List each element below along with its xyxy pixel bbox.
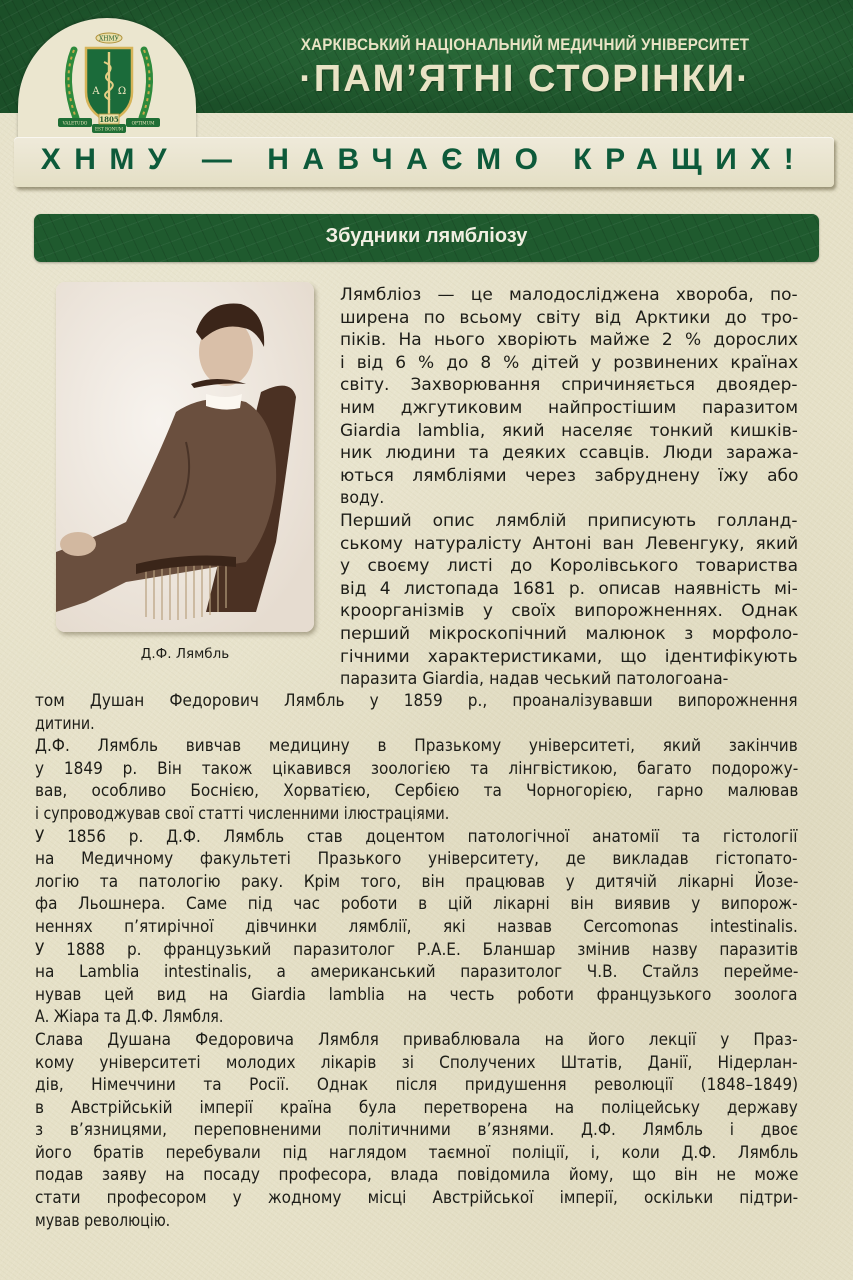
slogan-text: ХНМУ — НАВЧАЄМО КРАЩИХ! bbox=[40, 143, 808, 176]
article-line: У 1888 р. французький паразитолог Р.А.Е. Бланшар змінив назву паразитів bbox=[35, 939, 799, 960]
article-line: Перший опис лямблій приписують голланд- bbox=[340, 510, 798, 531]
article-line: ються лямбліями через забруднену їжу або bbox=[340, 465, 799, 486]
article-line: з в’язницями, переповненими політичними в’язнями. Д.Ф. Лямбль і двоє bbox=[35, 1120, 799, 1141]
article-line: ним джгутиковим найпростішим паразитом bbox=[340, 397, 799, 418]
article-line: логію та патологію раку. Крім того, він працював у дитячій лікарні Йозе- bbox=[35, 871, 799, 892]
article-line: світу. Захворювання спричиняється двоядер- bbox=[340, 375, 798, 396]
logo-top-text: ХНМУ bbox=[99, 35, 119, 43]
article-line: том Душан Федорович Лямбль у 1859 р., проаналізувавши випорожнення bbox=[35, 691, 798, 711]
logo-omega: Ω bbox=[117, 86, 127, 97]
logo-motto-right: OPTIMUM bbox=[131, 120, 155, 126]
article-line: воду. bbox=[340, 488, 385, 509]
university-crest-logo bbox=[54, 30, 164, 138]
article-text-full-width bbox=[35, 690, 798, 1232]
article-line: неннях п’ятирічної дівчинки лямблії, які назвав Cercomonas intestinalis. bbox=[35, 916, 798, 937]
article-line: і від 6 % до 8 % дітей у розвинених країнах bbox=[340, 352, 799, 373]
series-title: ·ПАМ’ЯТНІ СТОРІНКИ· bbox=[299, 58, 751, 100]
article-line: фа Льошнера. Саме під час роботи в цій лікарні він виявив у випорож- bbox=[35, 894, 798, 915]
logo-year: 1805 bbox=[99, 115, 119, 124]
portrait-illustration bbox=[56, 282, 314, 632]
article-line: дитини. bbox=[35, 713, 95, 734]
article-line: перший мікроскопічний малюнок з морфоло- bbox=[340, 623, 799, 644]
logo-motto-center: EST BONUM bbox=[94, 126, 124, 132]
article-line: Лямбліоз — це малодосліджена хвороба, по- bbox=[340, 285, 798, 305]
article-line: стати професором у жодному місці Австрійської імперії, оскільки підтри- bbox=[35, 1188, 799, 1209]
article-line: Giardia lamblia, який населяє тонкий кишків- bbox=[340, 420, 798, 441]
article-line: ник людини та деяких ссавців. Люди заража- bbox=[340, 443, 799, 464]
photo-caption: Д.Ф. Лямбль bbox=[140, 646, 230, 662]
article-line: гічними характеристиками, що ідентифікують bbox=[340, 646, 798, 667]
article-line: і супроводжував свої статті численними ілюстраціями. bbox=[35, 803, 450, 824]
portrait-photo bbox=[56, 282, 314, 632]
article-line: у 1849 р. Він також цікавився зоологією та лінгвістикою, багато подорожу- bbox=[35, 758, 799, 779]
article-line: його братів перебували під наглядом таємної поліції, і, коли Д.Ф. Лямбль bbox=[35, 1142, 799, 1163]
article-line: кому університеті молодих лікарів зі Сполучених Штатів, Данії, Нідерлан- bbox=[35, 1052, 798, 1073]
article-line: від 4 листопада 1681 р. описав наявність мі- bbox=[340, 578, 798, 599]
article-line: вав, особливо Боснією, Хорватією, Сербією та Чорногорією, гарно малював bbox=[35, 781, 799, 802]
article-line: ському натуралісту Антоні ван Левенгуку, який bbox=[340, 533, 799, 554]
university-name: ХАРКІВСЬКИЙ НАЦІОНАЛЬНИЙ МЕДИЧНИЙ УНІВЕРСИТЕТ bbox=[300, 36, 750, 54]
article-line: нував цей вид на Giardia lamblia на честь роботи французького зоолога bbox=[35, 984, 798, 1005]
article-line: ширена по всьому світу від Арктики до тро- bbox=[340, 307, 799, 328]
article-line: У 1856 р. Д.Ф. Лямбль став доцентом патологічної анатомії та гістології bbox=[35, 826, 798, 847]
section-title: Збудники лямбліозу bbox=[325, 225, 528, 247]
article-line: мував революцію. bbox=[35, 1210, 171, 1231]
logo-motto-left: VALETUDO bbox=[62, 120, 88, 126]
article-line: в Австрійській імперії країна була перетворена на поліцейську державу bbox=[35, 1097, 798, 1118]
article-line: дів, Німеччини та Росії. Однак після придушення революції (1848–1849) bbox=[35, 1075, 799, 1096]
article-line: на Lamblia intestinalis, а американський паразитолог Ч.В. Стайлз переймe- bbox=[35, 962, 799, 983]
article-line: Д.Ф. Лямбль вивчав медицину в Празькому університеті, який закінчив bbox=[35, 736, 798, 757]
article-line: паразита Giardia, надав чеський патологоана- bbox=[340, 669, 729, 690]
logo-alpha: Α bbox=[92, 86, 100, 97]
article-line: на Медичному факультеті Празького університету, де викладав гістопато- bbox=[35, 849, 798, 870]
article-line: у своєму листі до Королівського товариства bbox=[340, 556, 799, 577]
article-line: кроорганізмів у своїх випорожненнях. Однак bbox=[340, 601, 799, 622]
article-text-right-column bbox=[340, 284, 798, 691]
article-line: піків. На нього хворіють майже 2 % дорослих bbox=[340, 330, 799, 351]
article-line: подав заяву на посаду професора, влада повідомила йому, що він не може bbox=[35, 1165, 799, 1186]
article-line: А. Жіара та Д.Ф. Лямбля. bbox=[35, 1007, 224, 1028]
article-line: Слава Душана Федоровича Лямбля приваблювала на його лекції у Праз- bbox=[35, 1029, 798, 1050]
